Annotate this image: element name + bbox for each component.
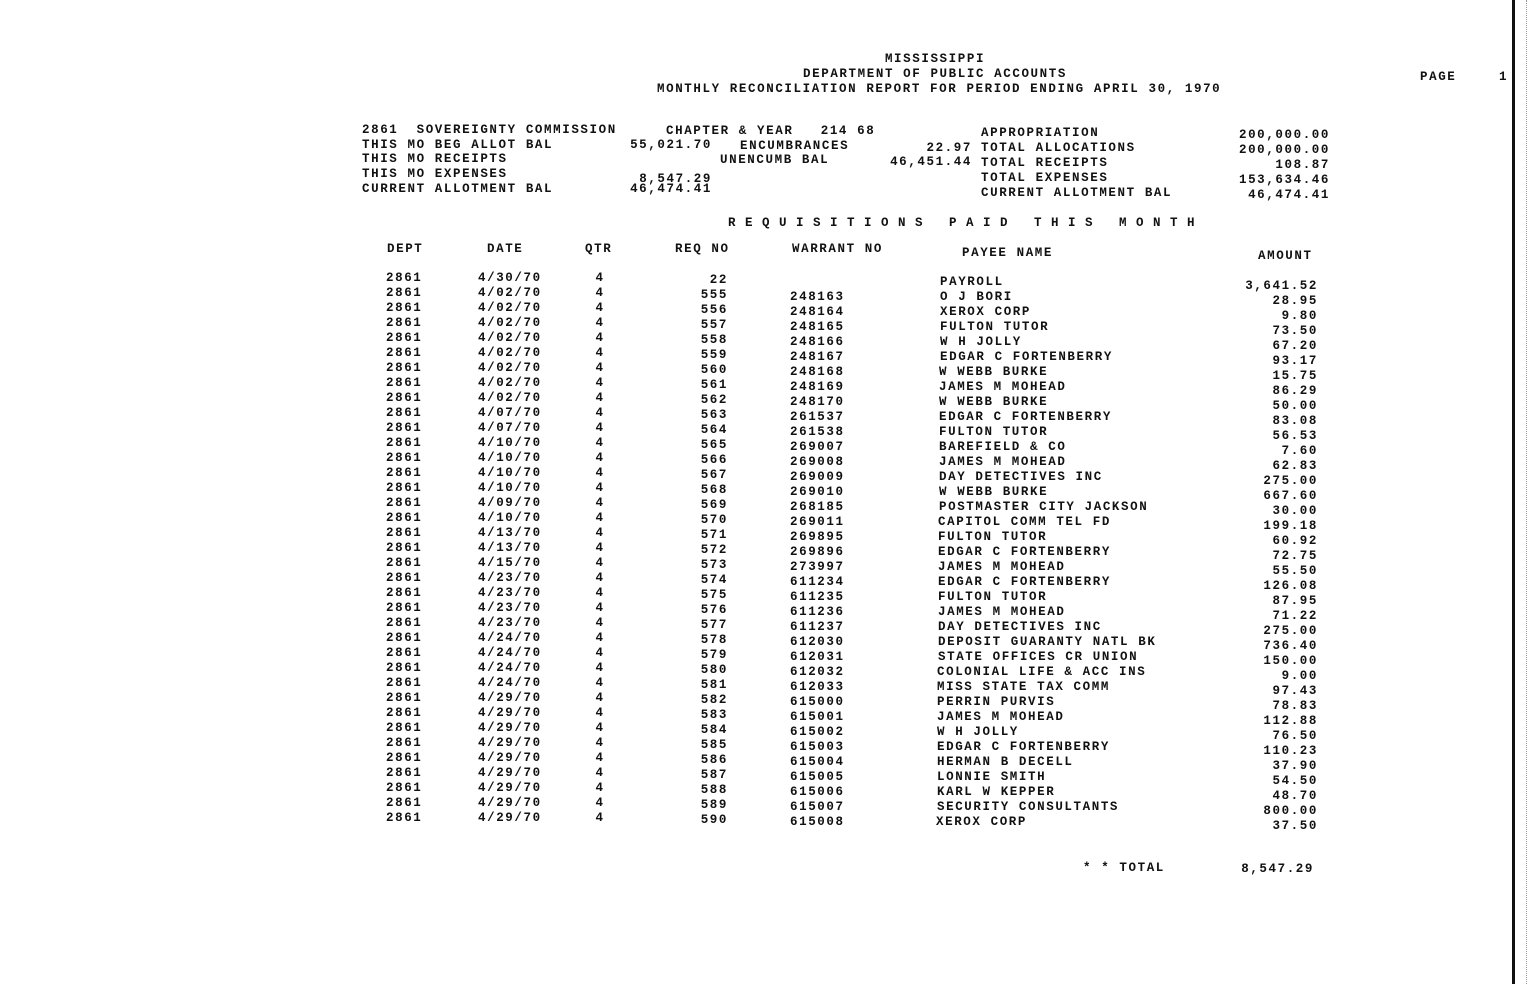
cell-req-no: 558 bbox=[700, 333, 728, 347]
cell-qtr: 4 bbox=[595, 796, 605, 810]
cell-req-no: 566 bbox=[700, 453, 728, 467]
cell-qtr: 4 bbox=[595, 391, 605, 405]
cell-date: 4/02/70 bbox=[478, 346, 542, 360]
cell-req-no: 563 bbox=[700, 408, 728, 422]
cell-dept: 2861 bbox=[386, 751, 423, 765]
cell-req-no: 560 bbox=[700, 363, 728, 377]
cell-req-no: 589 bbox=[700, 798, 728, 812]
cell-amount: 48.70 bbox=[1272, 789, 1318, 803]
cell-req-no: 567 bbox=[700, 468, 728, 482]
cell-amount: 86.29 bbox=[1272, 384, 1318, 398]
summary-right-value: 200,000.00 bbox=[1238, 128, 1330, 142]
cell-payee-name: W WEBB BURKE bbox=[939, 485, 1049, 499]
column-header-req-no: REQ NO bbox=[675, 242, 730, 256]
cell-date: 4/02/70 bbox=[478, 376, 542, 390]
cell-warrant-no: 269007 bbox=[790, 440, 845, 454]
cell-amount: 72.75 bbox=[1272, 549, 1318, 563]
cell-payee-name: FULTON TUTOR bbox=[938, 590, 1048, 604]
cell-date: 4/15/70 bbox=[478, 556, 542, 570]
cell-date: 4/24/70 bbox=[478, 676, 542, 690]
cell-amount: 87.95 bbox=[1272, 594, 1318, 608]
cell-dept: 2861 bbox=[386, 706, 423, 720]
cell-amount: 97.43 bbox=[1272, 684, 1318, 698]
cell-req-no: 587 bbox=[700, 768, 728, 782]
cell-payee-name: EDGAR C FORTENBERRY bbox=[940, 350, 1113, 364]
summary-right-value: 200,000.00 bbox=[1238, 143, 1330, 157]
cell-req-no: 576 bbox=[700, 603, 728, 617]
cell-amount: 199.18 bbox=[1263, 519, 1318, 533]
cell-dept: 2861 bbox=[386, 601, 423, 615]
cell-amount: 3,641.52 bbox=[1245, 279, 1318, 293]
cell-date: 4/13/70 bbox=[478, 526, 542, 540]
total-amount: 8,547.29 bbox=[1241, 862, 1314, 876]
cell-payee-name: KARL W KEPPER bbox=[937, 785, 1056, 799]
cell-dept: 2861 bbox=[386, 481, 423, 495]
cell-amount: 30.00 bbox=[1272, 504, 1318, 518]
cell-amount: 73.50 bbox=[1272, 324, 1318, 338]
cell-amount: 736.40 bbox=[1263, 639, 1318, 653]
cell-req-no: 571 bbox=[700, 528, 728, 542]
cell-date: 4/02/70 bbox=[478, 316, 542, 330]
cell-req-no: 574 bbox=[700, 573, 728, 587]
cell-qtr: 4 bbox=[595, 346, 605, 360]
cell-amount: 37.90 bbox=[1272, 759, 1318, 773]
cell-payee-name: SECURITY CONSULTANTS bbox=[937, 800, 1120, 814]
cell-warrant-no: 611236 bbox=[790, 605, 845, 619]
header-department: DEPARTMENT OF PUBLIC ACCOUNTS bbox=[803, 67, 1067, 81]
cell-amount: 78.83 bbox=[1272, 699, 1318, 713]
cell-payee-name: EDGAR C FORTENBERRY bbox=[938, 545, 1111, 559]
cell-payee-name: EDGAR C FORTENBERRY bbox=[937, 740, 1110, 754]
cell-amount: 112.88 bbox=[1263, 714, 1318, 728]
cell-warrant-no: 269010 bbox=[790, 485, 845, 499]
page-edge-line bbox=[1512, 0, 1515, 984]
cell-amount: 71.22 bbox=[1272, 609, 1318, 623]
cell-payee-name: DEPOSIT GUARANTY NATL BK bbox=[938, 635, 1157, 649]
summary-left-label: THIS MO BEG ALLOT BAL bbox=[362, 138, 554, 152]
cell-qtr: 4 bbox=[595, 676, 605, 690]
cell-dept: 2861 bbox=[386, 361, 423, 375]
summary-right-value: 46,474.41 bbox=[1248, 188, 1330, 202]
cell-qtr: 4 bbox=[595, 406, 605, 420]
cell-amount: 60.92 bbox=[1272, 534, 1318, 548]
cell-warrant-no: 269896 bbox=[790, 545, 845, 559]
cell-amount: 54.50 bbox=[1272, 774, 1318, 788]
cell-qtr: 4 bbox=[595, 751, 605, 765]
cell-qtr: 4 bbox=[595, 586, 605, 600]
cell-dept: 2861 bbox=[386, 331, 423, 345]
cell-date: 4/23/70 bbox=[478, 571, 542, 585]
cell-amount: 62.83 bbox=[1272, 459, 1318, 473]
cell-dept: 2861 bbox=[386, 346, 423, 360]
cell-qtr: 4 bbox=[595, 781, 605, 795]
cell-dept: 2861 bbox=[386, 766, 423, 780]
cell-req-no: 564 bbox=[700, 423, 728, 437]
cell-date: 4/30/70 bbox=[478, 271, 542, 285]
cell-payee-name: W H JOLLY bbox=[940, 335, 1022, 349]
cell-payee-name: W WEBB BURKE bbox=[939, 395, 1049, 409]
cell-date: 4/29/70 bbox=[478, 781, 542, 795]
cell-date: 4/13/70 bbox=[478, 541, 542, 555]
cell-warrant-no: 269008 bbox=[790, 455, 845, 469]
cell-warrant-no: 615003 bbox=[790, 740, 845, 754]
cell-req-no: 559 bbox=[700, 348, 728, 362]
cell-date: 4/23/70 bbox=[478, 616, 542, 630]
cell-warrant-no: 261538 bbox=[790, 425, 845, 439]
cell-req-no: 568 bbox=[700, 483, 728, 497]
cell-amount: 56.53 bbox=[1272, 429, 1318, 443]
cell-qtr: 4 bbox=[595, 361, 605, 375]
cell-req-no: 578 bbox=[700, 633, 728, 647]
page-edge-dotted bbox=[1526, 0, 1527, 984]
summary-encumbrances-label: ENCUMBRANCES bbox=[740, 139, 850, 153]
summary-right-value: 153,634.46 bbox=[1238, 173, 1330, 187]
cell-req-no: 556 bbox=[700, 303, 728, 317]
cell-warrant-no: 612030 bbox=[790, 635, 845, 649]
cell-payee-name: JAMES M MOHEAD bbox=[938, 560, 1066, 574]
summary-unencumb-value: 46,451.44 bbox=[890, 155, 972, 169]
cell-date: 4/29/70 bbox=[478, 706, 542, 720]
section-title: REQUISITIONS PAID THIS MONTH bbox=[728, 216, 1205, 230]
cell-date: 4/29/70 bbox=[478, 811, 542, 825]
cell-qtr: 4 bbox=[595, 331, 605, 345]
cell-dept: 2861 bbox=[386, 271, 423, 285]
cell-warrant-no: 269011 bbox=[790, 515, 845, 529]
cell-payee-name: COLONIAL LIFE & ACC INS bbox=[937, 665, 1147, 679]
cell-dept: 2861 bbox=[386, 301, 423, 315]
cell-payee-name: LONNIE SMITH bbox=[937, 770, 1047, 784]
cell-req-no: 557 bbox=[700, 318, 728, 332]
cell-dept: 2861 bbox=[386, 631, 423, 645]
summary-chapter: CHAPTER & YEAR 214 68 bbox=[666, 124, 876, 138]
cell-amount: 37.50 bbox=[1272, 819, 1318, 833]
cell-warrant-no: 248169 bbox=[790, 380, 845, 394]
cell-qtr: 4 bbox=[595, 811, 605, 825]
cell-qtr: 4 bbox=[595, 271, 605, 285]
cell-req-no: 555 bbox=[700, 288, 728, 302]
cell-req-no: 579 bbox=[700, 648, 728, 662]
cell-qtr: 4 bbox=[595, 451, 605, 465]
cell-payee-name: FULTON TUTOR bbox=[939, 425, 1049, 439]
cell-warrant-no: 615002 bbox=[790, 725, 845, 739]
summary-unencumb-label: UNENCUMB BAL bbox=[720, 153, 830, 167]
cell-date: 4/10/70 bbox=[478, 481, 542, 495]
cell-payee-name: PAYROLL bbox=[940, 275, 1004, 289]
cell-dept: 2861 bbox=[386, 286, 423, 300]
cell-amount: 7.60 bbox=[1281, 444, 1318, 458]
cell-req-no: 582 bbox=[700, 693, 728, 707]
summary-left-value: 8,547.29 bbox=[639, 172, 712, 186]
summary-right-label: TOTAL EXPENSES bbox=[981, 171, 1109, 185]
cell-warrant-no: 248163 bbox=[790, 290, 845, 304]
cell-payee-name: JAMES M MOHEAD bbox=[939, 455, 1067, 469]
summary-right-label: TOTAL ALLOCATIONS bbox=[981, 141, 1136, 155]
cell-dept: 2861 bbox=[386, 421, 423, 435]
cell-date: 4/10/70 bbox=[478, 511, 542, 525]
cell-warrant-no: 615000 bbox=[790, 695, 845, 709]
cell-req-no: 585 bbox=[700, 738, 728, 752]
column-header-amount: AMOUNT bbox=[1258, 249, 1313, 263]
cell-dept: 2861 bbox=[386, 496, 423, 510]
cell-dept: 2861 bbox=[386, 526, 423, 540]
cell-amount: 83.08 bbox=[1272, 414, 1318, 428]
summary-right-label: APPROPRIATION bbox=[981, 126, 1100, 140]
cell-amount: 667.60 bbox=[1263, 489, 1318, 503]
cell-warrant-no: 612033 bbox=[790, 680, 845, 694]
cell-dept: 2861 bbox=[386, 781, 423, 795]
cell-date: 4/09/70 bbox=[478, 496, 542, 510]
cell-date: 4/24/70 bbox=[478, 631, 542, 645]
cell-amount: 28.95 bbox=[1272, 294, 1318, 308]
cell-warrant-no: 248170 bbox=[790, 395, 845, 409]
cell-req-no: 590 bbox=[700, 813, 728, 827]
cell-req-no: 580 bbox=[700, 663, 728, 677]
cell-req-no: 584 bbox=[700, 723, 728, 737]
cell-payee-name: DAY DETECTIVES INC bbox=[939, 470, 1103, 484]
cell-payee-name: JAMES M MOHEAD bbox=[937, 710, 1065, 724]
cell-payee-name: MISS STATE TAX COMM bbox=[937, 680, 1110, 694]
cell-date: 4/24/70 bbox=[478, 661, 542, 675]
cell-qtr: 4 bbox=[595, 556, 605, 570]
cell-date: 4/29/70 bbox=[478, 721, 542, 735]
cell-dept: 2861 bbox=[386, 451, 423, 465]
cell-date: 4/02/70 bbox=[478, 391, 542, 405]
cell-amount: 9.00 bbox=[1281, 669, 1318, 683]
summary-left-value: 55,021.70 bbox=[630, 138, 712, 152]
cell-date: 4/29/70 bbox=[478, 751, 542, 765]
cell-req-no: 572 bbox=[700, 543, 728, 557]
cell-payee-name: XEROX CORP bbox=[936, 815, 1028, 829]
cell-payee-name: HERMAN B DECELL bbox=[937, 755, 1074, 769]
cell-warrant-no: 615004 bbox=[790, 755, 845, 769]
cell-date: 4/07/70 bbox=[478, 421, 542, 435]
cell-amount: 110.23 bbox=[1263, 744, 1318, 758]
cell-qtr: 4 bbox=[595, 766, 605, 780]
cell-req-no: 573 bbox=[700, 558, 728, 572]
cell-payee-name: O J BORI bbox=[940, 290, 1013, 304]
cell-req-no: 562 bbox=[700, 393, 728, 407]
cell-date: 4/02/70 bbox=[478, 361, 542, 375]
cell-qtr: 4 bbox=[595, 736, 605, 750]
cell-payee-name: XEROX CORP bbox=[940, 305, 1032, 319]
cell-date: 4/24/70 bbox=[478, 646, 542, 660]
cell-date: 4/23/70 bbox=[478, 586, 542, 600]
summary-right-label: CURRENT ALLOTMENT BAL bbox=[981, 186, 1173, 200]
cell-dept: 2861 bbox=[386, 586, 423, 600]
summary-left-label: THIS MO EXPENSES bbox=[362, 167, 508, 181]
cell-payee-name: FULTON TUTOR bbox=[938, 530, 1048, 544]
summary-left-label: THIS MO RECEIPTS bbox=[362, 152, 508, 166]
summary-left-value: 46,474.41 bbox=[630, 182, 712, 196]
cell-date: 4/10/70 bbox=[478, 451, 542, 465]
cell-dept: 2861 bbox=[386, 736, 423, 750]
summary-encumbrances-value: 22.97 bbox=[926, 141, 972, 155]
cell-qtr: 4 bbox=[595, 571, 605, 585]
cell-dept: 2861 bbox=[386, 661, 423, 675]
cell-dept: 2861 bbox=[386, 796, 423, 810]
cell-warrant-no: 248167 bbox=[790, 350, 845, 364]
cell-dept: 2861 bbox=[386, 646, 423, 660]
cell-dept: 2861 bbox=[386, 541, 423, 555]
cell-dept: 2861 bbox=[386, 691, 423, 705]
cell-qtr: 4 bbox=[595, 421, 605, 435]
cell-date: 4/29/70 bbox=[478, 691, 542, 705]
cell-warrant-no: 615008 bbox=[790, 815, 845, 829]
cell-warrant-no: 615001 bbox=[790, 710, 845, 724]
cell-req-no: 581 bbox=[700, 678, 728, 692]
column-header-dept: DEPT bbox=[387, 242, 424, 256]
cell-warrant-no: 615007 bbox=[790, 800, 845, 814]
cell-qtr: 4 bbox=[595, 301, 605, 315]
cell-qtr: 4 bbox=[595, 511, 605, 525]
cell-req-no: 565 bbox=[700, 438, 728, 452]
cell-warrant-no: 611237 bbox=[790, 620, 845, 634]
cell-warrant-no: 273997 bbox=[790, 560, 845, 574]
cell-req-no: 588 bbox=[700, 783, 728, 797]
cell-amount: 275.00 bbox=[1263, 624, 1318, 638]
cell-payee-name: EDGAR C FORTENBERRY bbox=[938, 575, 1111, 589]
summary-right-value: 108.87 bbox=[1275, 158, 1330, 172]
cell-payee-name: CAPITOL COMM TEL FD bbox=[938, 515, 1111, 529]
cell-qtr: 4 bbox=[595, 316, 605, 330]
summary-left-label: CURRENT ALLOTMENT BAL bbox=[362, 182, 554, 196]
cell-warrant-no: 612032 bbox=[790, 665, 845, 679]
cell-dept: 2861 bbox=[386, 406, 423, 420]
cell-qtr: 4 bbox=[595, 616, 605, 630]
cell-qtr: 4 bbox=[595, 436, 605, 450]
cell-dept: 2861 bbox=[386, 466, 423, 480]
cell-req-no: 569 bbox=[700, 498, 728, 512]
cell-amount: 800.00 bbox=[1263, 804, 1318, 818]
cell-qtr: 4 bbox=[595, 661, 605, 675]
cell-dept: 2861 bbox=[386, 436, 423, 450]
cell-req-no: 575 bbox=[700, 588, 728, 602]
report-title: MONTHLY RECONCILIATION REPORT FOR PERIOD ENDING APRIL 30, 1970 bbox=[657, 82, 1222, 96]
cell-dept: 2861 bbox=[386, 616, 423, 630]
cell-dept: 2861 bbox=[386, 316, 423, 330]
cell-req-no: 583 bbox=[700, 708, 728, 722]
cell-qtr: 4 bbox=[595, 721, 605, 735]
summary-left-label: 2861 SOVEREIGNTY COMMISSION bbox=[362, 123, 617, 137]
cell-dept: 2861 bbox=[386, 571, 423, 585]
cell-date: 4/10/70 bbox=[478, 436, 542, 450]
cell-warrant-no: 248164 bbox=[790, 305, 845, 319]
cell-qtr: 4 bbox=[595, 496, 605, 510]
cell-date: 4/10/70 bbox=[478, 466, 542, 480]
cell-payee-name: JAMES M MOHEAD bbox=[938, 605, 1066, 619]
cell-qtr: 4 bbox=[595, 466, 605, 480]
summary-right-label: TOTAL RECEIPTS bbox=[981, 156, 1109, 170]
cell-warrant-no: 268185 bbox=[790, 500, 845, 514]
cell-amount: 15.75 bbox=[1272, 369, 1318, 383]
cell-amount: 50.00 bbox=[1272, 399, 1318, 413]
column-header-payee-name: PAYEE NAME bbox=[962, 246, 1054, 260]
cell-dept: 2861 bbox=[386, 376, 423, 390]
cell-warrant-no: 611234 bbox=[790, 575, 845, 589]
cell-qtr: 4 bbox=[595, 601, 605, 615]
cell-req-no: 577 bbox=[700, 618, 728, 632]
cell-qtr: 4 bbox=[595, 481, 605, 495]
cell-warrant-no: 611235 bbox=[790, 590, 845, 604]
cell-req-no: 570 bbox=[700, 513, 728, 527]
cell-dept: 2861 bbox=[386, 721, 423, 735]
cell-payee-name: EDGAR C FORTENBERRY bbox=[939, 410, 1112, 424]
cell-qtr: 4 bbox=[595, 631, 605, 645]
cell-date: 4/29/70 bbox=[478, 796, 542, 810]
cell-warrant-no: 615006 bbox=[790, 785, 845, 799]
cell-warrant-no: 248165 bbox=[790, 320, 845, 334]
cell-amount: 93.17 bbox=[1272, 354, 1318, 368]
cell-req-no: 561 bbox=[700, 378, 728, 392]
cell-amount: 76.50 bbox=[1272, 729, 1318, 743]
cell-warrant-no: 269009 bbox=[790, 470, 845, 484]
cell-payee-name: DAY DETECTIVES INC bbox=[938, 620, 1102, 634]
cell-qtr: 4 bbox=[595, 376, 605, 390]
cell-warrant-no: 248168 bbox=[790, 365, 845, 379]
page-label: PAGE bbox=[1420, 70, 1457, 84]
cell-payee-name: POSTMASTER CITY JACKSON bbox=[939, 500, 1149, 514]
cell-amount: 150.00 bbox=[1263, 654, 1318, 668]
cell-dept: 2861 bbox=[386, 511, 423, 525]
cell-date: 4/29/70 bbox=[478, 766, 542, 780]
cell-amount: 275.00 bbox=[1263, 474, 1318, 488]
total-label: * * TOTAL bbox=[1083, 861, 1165, 875]
cell-date: 4/02/70 bbox=[478, 286, 542, 300]
column-header-qtr: QTR bbox=[585, 242, 613, 256]
cell-qtr: 4 bbox=[595, 541, 605, 555]
cell-req-no: 22 bbox=[709, 273, 728, 287]
header-state: MISSISSIPPI bbox=[884, 52, 986, 66]
cell-req-no: 586 bbox=[700, 753, 728, 767]
column-header-warrant-no: WARRANT NO bbox=[792, 242, 884, 256]
cell-amount: 126.08 bbox=[1263, 579, 1318, 593]
cell-amount: 55.50 bbox=[1272, 564, 1318, 578]
cell-date: 4/07/70 bbox=[478, 406, 542, 420]
cell-warrant-no: 615005 bbox=[790, 770, 845, 784]
cell-date: 4/02/70 bbox=[478, 301, 542, 315]
cell-qtr: 4 bbox=[595, 526, 605, 540]
cell-payee-name: STATE OFFICES CR UNION bbox=[938, 650, 1139, 664]
cell-dept: 2861 bbox=[386, 811, 423, 825]
cell-dept: 2861 bbox=[386, 556, 423, 570]
cell-warrant-no: 261537 bbox=[790, 410, 845, 424]
cell-payee-name: FULTON TUTOR bbox=[940, 320, 1050, 334]
cell-dept: 2861 bbox=[386, 676, 423, 690]
cell-qtr: 4 bbox=[595, 691, 605, 705]
cell-qtr: 4 bbox=[595, 706, 605, 720]
cell-warrant-no: 612031 bbox=[790, 650, 845, 664]
cell-date: 4/23/70 bbox=[478, 601, 542, 615]
cell-amount: 9.80 bbox=[1281, 309, 1318, 323]
page-number: 1 bbox=[1499, 70, 1509, 84]
cell-dept: 2861 bbox=[386, 391, 423, 405]
cell-qtr: 4 bbox=[595, 646, 605, 660]
cell-payee-name: W H JOLLY bbox=[937, 725, 1019, 739]
cell-payee-name: JAMES M MOHEAD bbox=[939, 380, 1067, 394]
cell-date: 4/29/70 bbox=[478, 736, 542, 750]
cell-warrant-no: 248166 bbox=[790, 335, 845, 349]
cell-payee-name: BAREFIELD & CO bbox=[939, 440, 1067, 454]
cell-payee-name: W WEBB BURKE bbox=[939, 365, 1049, 379]
column-header-date: DATE bbox=[487, 242, 524, 256]
cell-warrant-no: 269895 bbox=[790, 530, 845, 544]
cell-qtr: 4 bbox=[595, 286, 605, 300]
cell-date: 4/02/70 bbox=[478, 331, 542, 345]
cell-payee-name: PERRIN PURVIS bbox=[937, 695, 1056, 709]
cell-amount: 67.20 bbox=[1272, 339, 1318, 353]
